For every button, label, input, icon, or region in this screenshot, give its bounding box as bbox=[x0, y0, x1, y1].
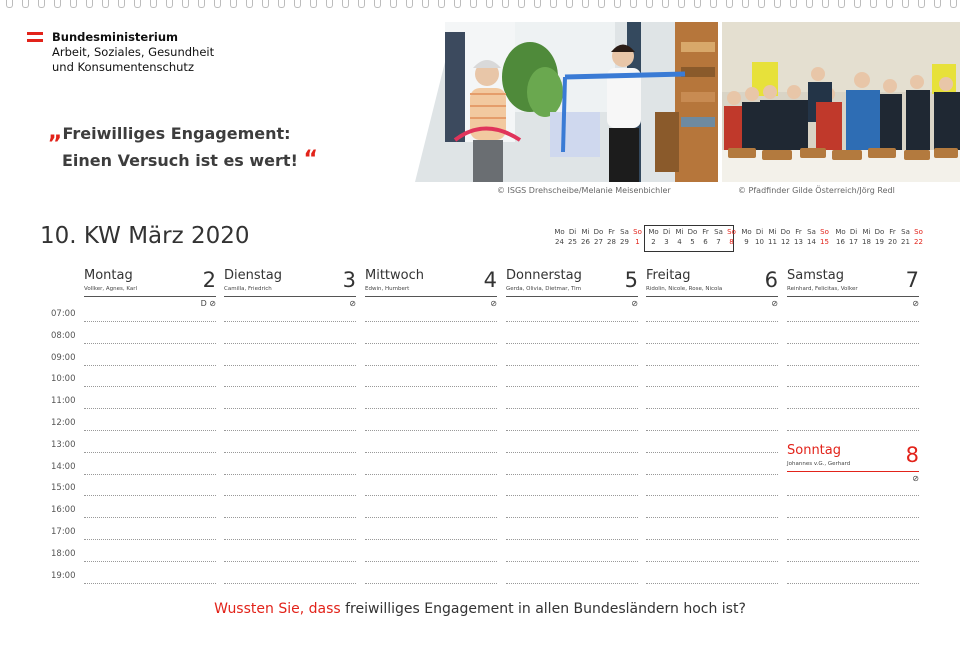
time-slot-line[interactable] bbox=[224, 343, 356, 344]
mini-calendar-day: 7 bbox=[716, 237, 721, 246]
mini-calendar-weekday: Mo bbox=[835, 228, 846, 236]
binding-ring bbox=[246, 0, 253, 8]
time-slot-line[interactable] bbox=[787, 408, 919, 409]
mini-calendar-weekday: Sa bbox=[714, 228, 723, 236]
mini-calendar-weekday: Mi bbox=[768, 228, 777, 236]
time-slot-line[interactable] bbox=[224, 408, 356, 409]
moon-phase-icon: ⊘ bbox=[349, 299, 356, 308]
mini-calendar-day: 24 bbox=[555, 237, 564, 246]
time-slot-line[interactable] bbox=[646, 408, 778, 409]
binding-ring bbox=[310, 0, 317, 8]
day-number: 7 bbox=[905, 268, 919, 292]
day-name: Sonntag bbox=[787, 443, 841, 458]
name-days: Edwin, Humbert bbox=[365, 286, 410, 292]
time-slot-line[interactable] bbox=[365, 583, 497, 584]
binding-ring bbox=[150, 0, 157, 8]
mini-calendar-weekday: Do bbox=[780, 228, 791, 236]
time-slot-line[interactable] bbox=[787, 321, 919, 322]
binding-ring bbox=[38, 0, 45, 8]
austria-flag-icon bbox=[27, 32, 43, 42]
mini-calendar-day: 28 bbox=[607, 237, 616, 246]
time-slot-line[interactable] bbox=[365, 343, 497, 344]
mini-calendar-day: 11 bbox=[768, 237, 777, 246]
time-slot-line[interactable] bbox=[646, 365, 778, 366]
binding-ring bbox=[918, 0, 925, 8]
time-slot-line[interactable] bbox=[224, 495, 356, 496]
time-slot-line[interactable] bbox=[224, 365, 356, 366]
time-label: 12:00 bbox=[51, 418, 76, 428]
time-slot-line[interactable] bbox=[646, 561, 778, 562]
mini-calendar-day: 18 bbox=[862, 237, 871, 246]
ministry-line2: Arbeit, Soziales, Gesundheit bbox=[52, 45, 215, 59]
mini-calendar-weekday: Mi bbox=[581, 228, 590, 236]
mini-calendar-weekday: Mo bbox=[554, 228, 565, 236]
binding-ring bbox=[54, 0, 61, 8]
day-name: Samstag bbox=[787, 268, 844, 283]
time-slot-line[interactable] bbox=[787, 365, 919, 366]
time-slot-line[interactable] bbox=[84, 474, 216, 475]
binding-ring bbox=[342, 0, 349, 8]
mini-calendar-day: 1 bbox=[635, 237, 640, 246]
mini-calendar-weekday: Mo bbox=[648, 228, 659, 236]
binding-ring bbox=[790, 0, 797, 8]
binding-ring bbox=[374, 0, 381, 8]
mini-calendar-day: 9 bbox=[744, 237, 749, 246]
mini-calendar-weekday: Do bbox=[593, 228, 604, 236]
binding-ring bbox=[678, 0, 685, 8]
time-slot-line[interactable] bbox=[646, 321, 778, 322]
time-slot-line[interactable] bbox=[506, 430, 638, 431]
mini-calendar-day: 5 bbox=[690, 237, 695, 246]
mini-calendar-weekday: Fr bbox=[795, 228, 802, 236]
binding-ring bbox=[278, 0, 285, 8]
time-slot-line[interactable] bbox=[646, 517, 778, 518]
mini-calendar-day: 6 bbox=[703, 237, 708, 246]
time-slot-line[interactable] bbox=[84, 408, 216, 409]
binding-ring bbox=[134, 0, 141, 8]
day-header-rule bbox=[787, 471, 919, 472]
day-number: 6 bbox=[764, 268, 778, 292]
mini-calendar-day: 20 bbox=[888, 237, 897, 246]
mini-calendar-weekday: Di bbox=[849, 228, 858, 236]
time-slot-line[interactable] bbox=[224, 474, 356, 475]
binding-ring bbox=[102, 0, 109, 8]
mini-calendar-day: 2 bbox=[651, 237, 656, 246]
quote-line1: Freiwilliges Engagement: bbox=[62, 124, 291, 143]
time-slot-line[interactable] bbox=[506, 452, 638, 453]
time-slot-line[interactable] bbox=[365, 561, 497, 562]
time-slot-line[interactable] bbox=[224, 452, 356, 453]
mini-calendar-weekday: Di bbox=[662, 228, 671, 236]
binding-ring bbox=[550, 0, 557, 8]
photo-seniors-exercise bbox=[415, 22, 718, 182]
day-header-rule bbox=[646, 296, 778, 297]
footer-fact bbox=[0, 601, 960, 617]
moon-phase-icon: ⊘ bbox=[771, 299, 778, 308]
time-slot-line[interactable] bbox=[506, 474, 638, 475]
mini-calendar-day: 13 bbox=[794, 237, 803, 246]
time-slot-line[interactable] bbox=[224, 561, 356, 562]
binding-ring bbox=[422, 0, 429, 8]
mini-calendar-weekday: So bbox=[633, 228, 642, 236]
day-name: Montag bbox=[84, 268, 133, 283]
time-slot-line[interactable] bbox=[224, 430, 356, 431]
photo-scouts-group bbox=[722, 22, 960, 182]
day-header-rule bbox=[84, 296, 216, 297]
ministry-line1: Bundesministerium bbox=[52, 30, 178, 44]
mini-calendar-day: 16 bbox=[836, 237, 845, 246]
binding-ring bbox=[774, 0, 781, 8]
mini-calendar-weekday: Do bbox=[874, 228, 885, 236]
time-slot-line[interactable] bbox=[506, 365, 638, 366]
mini-calendar-day: 10 bbox=[755, 237, 764, 246]
time-slot-line[interactable] bbox=[224, 517, 356, 518]
time-slot-line[interactable] bbox=[646, 386, 778, 387]
mini-calendar-weekday: Mi bbox=[675, 228, 684, 236]
time-slot-line[interactable] bbox=[646, 583, 778, 584]
time-slot-line[interactable] bbox=[787, 539, 919, 540]
time-slot-line[interactable] bbox=[84, 495, 216, 496]
quote-open-mark: „ bbox=[48, 120, 63, 145]
binding-ring bbox=[822, 0, 829, 8]
day-name: Dienstag bbox=[224, 268, 282, 283]
time-label: 13:00 bbox=[51, 439, 76, 450]
time-slot-line[interactable] bbox=[365, 517, 497, 518]
mini-calendar bbox=[834, 228, 925, 247]
time-label: 18:00 bbox=[51, 548, 76, 559]
mini-calendar bbox=[647, 228, 738, 247]
mini-calendar bbox=[553, 228, 644, 247]
binding-ring bbox=[438, 0, 445, 8]
time-label: 17:00 bbox=[51, 527, 76, 537]
quote-line2: Einen Versuch ist es wert! bbox=[62, 151, 298, 170]
binding-ring bbox=[694, 0, 701, 8]
mini-calendar-day: 17 bbox=[849, 237, 858, 246]
mini-calendar-weekday: Sa bbox=[620, 228, 629, 236]
day-number: 5 bbox=[624, 268, 638, 292]
binding-ring bbox=[710, 0, 717, 8]
time-slot-line[interactable] bbox=[787, 343, 919, 344]
day-number: 8 bbox=[905, 443, 919, 467]
time-label: 19:00 bbox=[51, 570, 76, 581]
day-header-rule bbox=[506, 296, 638, 297]
mini-calendar-day: 21 bbox=[901, 237, 910, 246]
time-slot-line[interactable] bbox=[84, 517, 216, 518]
time-label: 09:00 bbox=[51, 352, 76, 363]
day-header-rule bbox=[224, 296, 356, 297]
mini-calendar-weekday: Do bbox=[687, 228, 698, 236]
footer-text: freiwilliges Engagement in allen Bundesländern hoch ist? bbox=[340, 601, 746, 617]
mini-calendar-weekday: Di bbox=[755, 228, 764, 236]
time-slot-line[interactable] bbox=[787, 430, 919, 431]
time-slot-line[interactable] bbox=[224, 539, 356, 540]
binding-ring bbox=[470, 0, 477, 8]
mini-calendar-weekday: Di bbox=[568, 228, 577, 236]
binding-ring bbox=[326, 0, 333, 8]
binding-ring bbox=[598, 0, 605, 8]
mini-calendar-day: 8 bbox=[729, 237, 734, 246]
binding-ring bbox=[534, 0, 541, 8]
time-slot-line[interactable] bbox=[84, 539, 216, 540]
mini-calendar-weekday: Sa bbox=[901, 228, 910, 236]
mini-calendar-day: 19 bbox=[875, 237, 884, 246]
binding-ring bbox=[406, 0, 413, 8]
moon-phase-icon: ⊘ bbox=[912, 299, 919, 308]
day-name: Mittwoch bbox=[365, 268, 424, 283]
time-slot-line[interactable] bbox=[84, 386, 216, 387]
spiral-binding bbox=[0, 0, 960, 9]
time-slot-line[interactable] bbox=[646, 452, 778, 453]
time-slot-line[interactable] bbox=[365, 452, 497, 453]
binding-ring bbox=[566, 0, 573, 8]
binding-ring bbox=[838, 0, 845, 8]
time-slot-line[interactable] bbox=[84, 430, 216, 431]
time-slot-line[interactable] bbox=[365, 539, 497, 540]
time-slot-line[interactable] bbox=[646, 343, 778, 344]
time-label: 16:00 bbox=[51, 505, 76, 516]
binding-ring bbox=[22, 0, 29, 8]
mini-calendar-day: 22 bbox=[914, 237, 923, 246]
mini-calendar-day: 27 bbox=[594, 237, 603, 246]
time-slot-line[interactable] bbox=[224, 386, 356, 387]
binding-ring bbox=[758, 0, 765, 8]
time-label: 15:00 bbox=[51, 483, 76, 494]
mini-calendar-weekday: Mi bbox=[862, 228, 871, 236]
binding-ring bbox=[166, 0, 173, 8]
time-slot-line[interactable] bbox=[84, 561, 216, 562]
time-label: 10:00 bbox=[51, 374, 76, 385]
name-days: Gerda, Olivia, Dietmar, Tim bbox=[506, 286, 582, 292]
time-slot-line[interactable] bbox=[365, 430, 497, 431]
binding-ring bbox=[934, 0, 941, 8]
time-slot-line[interactable] bbox=[787, 583, 919, 584]
mini-calendar-weekday: Mo bbox=[741, 228, 752, 236]
binding-ring bbox=[198, 0, 205, 8]
mini-calendar-day: 26 bbox=[581, 237, 590, 246]
time-slot-line[interactable] bbox=[84, 365, 216, 366]
day-number: 2 bbox=[202, 268, 216, 292]
name-days: Johannes v.G., Gerhard bbox=[787, 461, 851, 467]
binding-ring bbox=[662, 0, 669, 8]
time-slot-line[interactable] bbox=[506, 343, 638, 344]
mini-calendar-weekday: Sa bbox=[807, 228, 816, 236]
time-slot-line[interactable] bbox=[787, 495, 919, 496]
binding-ring bbox=[614, 0, 621, 8]
binding-ring bbox=[950, 0, 957, 8]
binding-ring bbox=[86, 0, 93, 8]
time-slot-line[interactable] bbox=[365, 474, 497, 475]
time-label: 07:00 bbox=[51, 309, 76, 319]
quote-close-mark: “ bbox=[303, 147, 318, 172]
binding-ring bbox=[582, 0, 589, 8]
name-days: Reinhard, Felicitas, Volker bbox=[787, 286, 858, 292]
binding-ring bbox=[70, 0, 77, 8]
time-slot-line[interactable] bbox=[646, 474, 778, 475]
day-name: Donnerstag bbox=[506, 268, 582, 283]
binding-ring bbox=[646, 0, 653, 8]
time-slot-line[interactable] bbox=[787, 386, 919, 387]
name-days: Ridolin, Nicole, Rose, Nicola bbox=[646, 286, 723, 292]
week-title: 10. KW März 2020 bbox=[40, 223, 250, 249]
moon-phase-icon: ⊘ bbox=[631, 299, 638, 308]
photo2-credit: © Pfadfinder Gilde Österreich/Jörg Redl bbox=[738, 186, 895, 195]
name-days: Camilla, Friedrich bbox=[224, 286, 272, 292]
moon-phase-icon: ⊘ bbox=[912, 474, 919, 483]
binding-ring bbox=[502, 0, 509, 8]
time-slot-line[interactable] bbox=[365, 386, 497, 387]
footer-highlight: Wussten Sie, dass bbox=[214, 601, 341, 617]
mini-calendar-weekday: So bbox=[727, 228, 736, 236]
binding-ring bbox=[726, 0, 733, 8]
binding-ring bbox=[294, 0, 301, 8]
time-slot-line[interactable] bbox=[365, 408, 497, 409]
mini-calendar-day: 3 bbox=[664, 237, 669, 246]
moon-phase-icon: D ⊘ bbox=[200, 299, 216, 308]
name-days: Vollker, Agnes, Karl bbox=[84, 286, 138, 292]
binding-ring bbox=[902, 0, 909, 8]
binding-ring bbox=[214, 0, 221, 8]
day-header-rule bbox=[365, 296, 497, 297]
day-number: 4 bbox=[483, 268, 497, 292]
mini-calendar-weekday: So bbox=[820, 228, 829, 236]
mini-calendar-weekday: Fr bbox=[702, 228, 709, 236]
time-label: 08:00 bbox=[51, 330, 76, 341]
time-slot-line[interactable] bbox=[506, 517, 638, 518]
binding-ring bbox=[118, 0, 125, 8]
mini-calendar-day: 29 bbox=[620, 237, 629, 246]
time-label: 14:00 bbox=[51, 461, 76, 472]
time-slot-line[interactable] bbox=[787, 517, 919, 518]
time-slot-line[interactable] bbox=[365, 321, 497, 322]
mini-calendar-weekday: Fr bbox=[889, 228, 896, 236]
binding-ring bbox=[806, 0, 813, 8]
time-slot-line[interactable] bbox=[224, 321, 356, 322]
time-slot-line[interactable] bbox=[506, 321, 638, 322]
time-slot-line[interactable] bbox=[506, 561, 638, 562]
mini-calendar-day: 25 bbox=[568, 237, 577, 246]
time-slot-line[interactable] bbox=[506, 539, 638, 540]
mini-calendar-day: 15 bbox=[820, 237, 829, 246]
binding-ring bbox=[486, 0, 493, 8]
time-label: 11:00 bbox=[51, 396, 76, 407]
time-slot-line[interactable] bbox=[787, 561, 919, 562]
ministry-line3: und Konsumentenschutz bbox=[52, 60, 194, 74]
moon-phase-icon: ⊘ bbox=[490, 299, 497, 308]
mini-calendar-day: 14 bbox=[807, 237, 816, 246]
time-slot-line[interactable] bbox=[84, 583, 216, 584]
binding-ring bbox=[230, 0, 237, 8]
time-slot-line[interactable] bbox=[365, 365, 497, 366]
time-slot-line[interactable] bbox=[84, 321, 216, 322]
binding-ring bbox=[742, 0, 749, 8]
mini-calendar-day: 12 bbox=[781, 237, 790, 246]
time-slot-line[interactable] bbox=[506, 386, 638, 387]
binding-ring bbox=[454, 0, 461, 8]
binding-ring bbox=[6, 0, 13, 8]
quote bbox=[48, 120, 408, 174]
binding-ring bbox=[390, 0, 397, 8]
time-slot-line[interactable] bbox=[506, 583, 638, 584]
binding-ring bbox=[262, 0, 269, 8]
time-slot-line[interactable] bbox=[646, 430, 778, 431]
time-slot-line[interactable] bbox=[646, 495, 778, 496]
binding-ring bbox=[518, 0, 525, 8]
mini-calendar-day: 4 bbox=[677, 237, 682, 246]
mini-calendar bbox=[740, 228, 831, 247]
day-header-rule bbox=[787, 296, 919, 297]
time-slot-line[interactable] bbox=[84, 343, 216, 344]
day-number: 3 bbox=[342, 268, 356, 292]
time-slot-line[interactable] bbox=[506, 408, 638, 409]
binding-ring bbox=[886, 0, 893, 8]
binding-ring bbox=[630, 0, 637, 8]
time-slot-line[interactable] bbox=[365, 495, 497, 496]
binding-ring bbox=[358, 0, 365, 8]
photo1-credit: © ISGS Drehscheibe/Melanie Meisenbichler bbox=[497, 186, 671, 195]
day-name: Freitag bbox=[646, 268, 691, 283]
mini-calendar-weekday: Fr bbox=[608, 228, 615, 236]
time-slot-line[interactable] bbox=[224, 583, 356, 584]
binding-ring bbox=[182, 0, 189, 8]
time-slot-line[interactable] bbox=[506, 495, 638, 496]
binding-ring bbox=[854, 0, 861, 8]
mini-calendar-weekday: So bbox=[914, 228, 923, 236]
ministry-name bbox=[52, 30, 282, 75]
binding-ring bbox=[870, 0, 877, 8]
time-slot-line[interactable] bbox=[646, 539, 778, 540]
time-slot-line[interactable] bbox=[84, 452, 216, 453]
